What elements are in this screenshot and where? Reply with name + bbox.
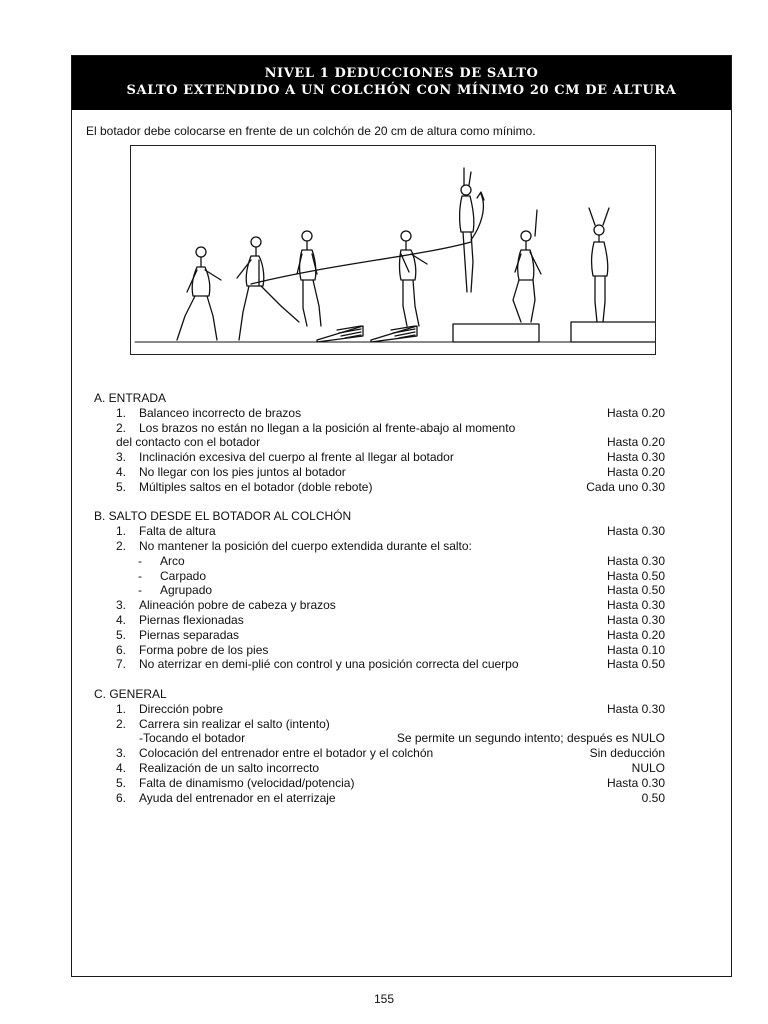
item-value: Hasta 0.20 (606, 464, 665, 479)
section-entrada (72, 391, 731, 495)
list-item (72, 643, 731, 658)
list-item-continuation (72, 435, 731, 450)
item-text: Falta de dinamismo (velocidad/potencia) (139, 775, 355, 790)
gymnast-figure-2 (237, 237, 299, 340)
page-frame (71, 55, 732, 977)
list-item (72, 421, 731, 436)
item-value: Hasta 0.20 (606, 405, 665, 420)
item-bullet: - (138, 583, 142, 598)
list-item (72, 539, 731, 554)
item-text: No llegar con los pies juntos al botador (139, 464, 346, 479)
list-item (72, 613, 731, 628)
list-item (72, 776, 731, 791)
item-number: 3. (116, 598, 127, 613)
header-title: NIVEL 1 DEDUCCIONES DE SALTO (264, 66, 539, 81)
list-item (72, 717, 731, 732)
list-subitem (72, 583, 731, 598)
landing-mat-2 (571, 322, 655, 342)
page-number: 155 (373, 992, 395, 1006)
landing-mat-1 (453, 324, 539, 342)
item-bullet: - (138, 553, 142, 568)
item-number: 4. (116, 612, 127, 627)
list-item (72, 657, 731, 672)
list-item (72, 480, 731, 495)
list-item-note (72, 731, 731, 746)
item-text: Colocación del entrenador entre el botador y el colchón (139, 746, 434, 761)
item-number: 3. (116, 746, 127, 761)
list-subitem (72, 554, 731, 569)
intro-text: El botador debe colocarse en frente de un colchón de 20 cm de altura como mínimo. (86, 124, 536, 138)
item-value: Hasta 0.20 (606, 627, 665, 642)
item-number: 5. (116, 627, 127, 642)
list-item (72, 702, 731, 717)
list-item (72, 524, 731, 539)
item-number: 3. (116, 450, 127, 465)
item-number: 4. (116, 464, 127, 479)
list-item (72, 598, 731, 613)
item-text: Piernas separadas (139, 627, 240, 642)
item-number: 1. (116, 701, 127, 716)
deductions-list (72, 391, 731, 820)
item-value: Hasta 0.30 (606, 598, 665, 613)
item-text: Agrupado (160, 583, 213, 598)
gymnast-figure-4 (400, 231, 428, 326)
item-text: Alineación pobre de cabeza y brazos (139, 598, 336, 613)
list-item (72, 746, 731, 761)
item-value: Hasta 0.30 (606, 553, 665, 568)
list-item (72, 791, 731, 806)
item-text: Carpado (160, 568, 207, 583)
item-value: Hasta 0.10 (606, 642, 665, 657)
section-salto (72, 509, 731, 672)
list-subitem (72, 569, 731, 584)
springboard-2 (371, 326, 417, 342)
list-item (72, 628, 731, 643)
item-number: 2. (116, 538, 127, 553)
item-number: 4. (116, 760, 127, 775)
item-bullet: - (138, 568, 142, 583)
arrow-head (477, 192, 484, 200)
vault-sequence-figure (130, 145, 656, 355)
item-text: Forma pobre de los pies (139, 642, 269, 657)
gymnast-figure-3 (297, 231, 321, 326)
item-text: Balanceo incorrecto de brazos (139, 405, 302, 420)
gymnast-figure-6 (513, 210, 541, 322)
header-subtitle: SALTO EXTENDIDO A UN COLCHÓN CON MÍNIMO 20 CM DE ALTURA (126, 83, 677, 98)
arc-arrow (471, 194, 483, 240)
item-value: Hasta 0.50 (606, 583, 665, 598)
item-value: Hasta 0.20 (606, 435, 665, 450)
section-title: C. GENERAL (94, 686, 167, 701)
item-number: 5. (116, 479, 127, 494)
item-number: 2. (116, 420, 127, 435)
item-value: Hasta 0.30 (606, 701, 665, 716)
item-text: Inclinación excesiva del cuerpo al frente al llegar al botador (139, 450, 454, 465)
item-value: Hasta 0.30 (606, 524, 665, 539)
item-number: 6. (116, 642, 127, 657)
gymnast-figure-7 (589, 208, 609, 322)
list-item (72, 465, 731, 480)
item-value: 0.50 (641, 790, 665, 805)
springboard-1 (317, 326, 363, 342)
item-number: 2. (116, 716, 127, 731)
section-general (72, 687, 731, 805)
item-text: No aterrizar en demi-plié con control y una posición correcta del cuerpo (139, 657, 519, 672)
item-text: Realización de un salto incorrecto (139, 760, 320, 775)
vault-sequence-illustration (131, 146, 655, 354)
item-number: 6. (116, 790, 127, 805)
item-value: Hasta 0.30 (606, 612, 665, 627)
item-value: Hasta 0.50 (606, 657, 665, 672)
section-title: A. ENTRADA (94, 391, 167, 405)
list-item (72, 450, 731, 465)
item-text: -Tocando el botador (139, 731, 246, 746)
item-text: Falta de altura (139, 524, 216, 539)
item-value: Sin deducción (589, 746, 665, 761)
item-value: NULO (631, 760, 665, 775)
item-text: Carrera sin realizar el salto (intento) (139, 716, 330, 731)
item-value: Se permite un segundo intento; después es NULO (396, 731, 665, 746)
document-header (72, 56, 731, 110)
gymnast-figure-5 (460, 168, 474, 292)
item-text: del contacto con el botador (116, 435, 261, 450)
item-number: 5. (116, 775, 127, 790)
section-title: B. SALTO DESDE EL BOTADOR AL COLCHÓN (94, 509, 352, 524)
item-text: Arco (160, 553, 185, 568)
item-text: Múltiples saltos en el botador (doble rebote) (139, 479, 373, 494)
item-text: Piernas flexionadas (139, 612, 244, 627)
item-number: 1. (116, 405, 127, 420)
trajectory-line (251, 242, 471, 284)
item-value: Cada uno 0.30 (586, 479, 665, 494)
item-text: No mantener la posición del cuerpo extendida durante el salto: (139, 538, 472, 553)
item-text: Ayuda del entrenador en el aterrizaje (139, 790, 336, 805)
list-item (72, 761, 731, 776)
item-number: 1. (116, 524, 127, 539)
item-text: Los brazos no están no llegan a la posición al frente-abajo al momento (139, 420, 516, 435)
item-value: Hasta 0.30 (606, 775, 665, 790)
item-value: Hasta 0.50 (606, 568, 665, 583)
item-text: Dirección pobre (139, 701, 224, 716)
gymnast-figure-1 (177, 247, 221, 340)
item-value: Hasta 0.30 (606, 450, 665, 465)
item-number: 7. (116, 657, 127, 672)
list-item (72, 406, 731, 421)
